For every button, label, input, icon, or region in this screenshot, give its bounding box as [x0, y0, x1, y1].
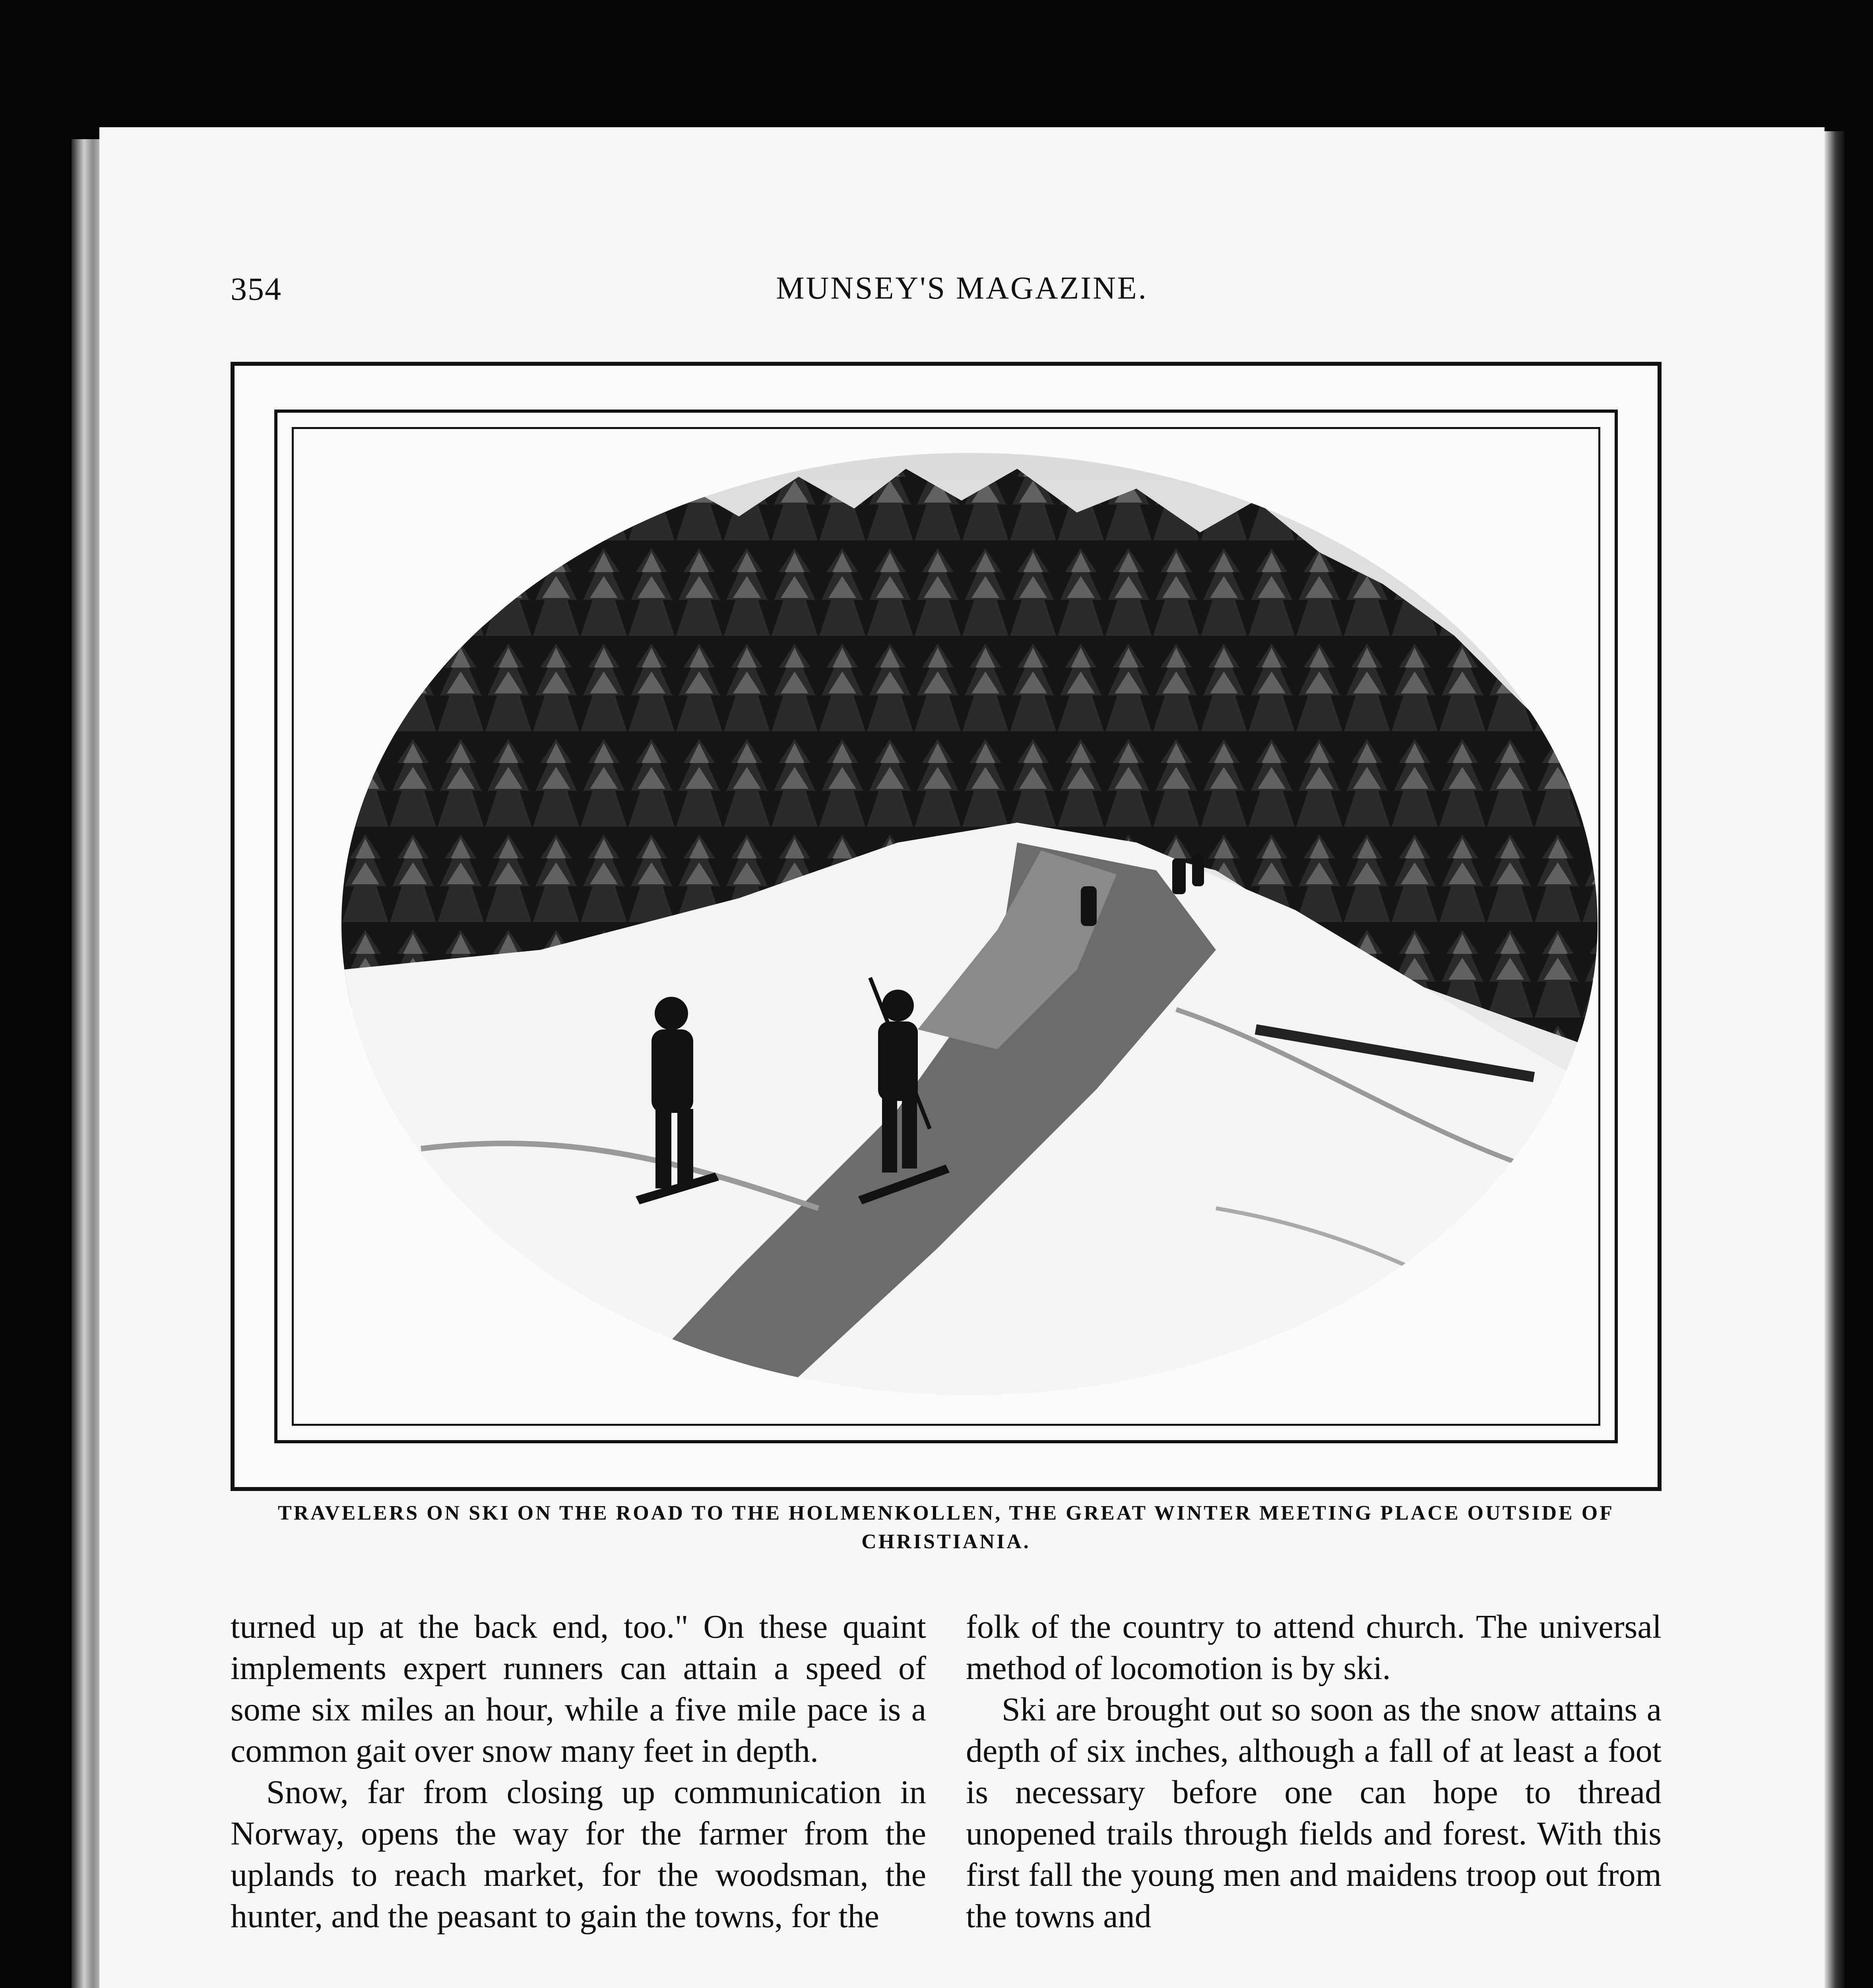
text-column-left [231, 1606, 926, 1937]
top-illustration-frame [231, 362, 1662, 1491]
top-illustration-inner-border [292, 427, 1600, 1426]
left-paragraph-1: turned up at the back end, too." On these quaint implements expert runners can attain a speed of some six miles an hour, while a five mile pace is a common gait over snow many feet in depth. [231, 1608, 926, 1769]
scan-page-edge [1825, 131, 1844, 1988]
page-number: 354 [231, 271, 282, 307]
running-head [99, 270, 1825, 310]
right-paragraph-1: folk of the country to attend church. The universal method of locomotion is by ski. [966, 1608, 1662, 1687]
right-paragraph-2: Ski are brought out so soon as the snow attains a depth of six inches, although a fall of at least a foot is necessary before one can hope to thread unopened trails through fields and forest. With this first fall the young men and maidens troop out from the towns and [966, 1691, 1662, 1935]
left-paragraph-2: Snow, far from closing up communication in Norway, opens the way for the farmer from the uplands to reach market, for the woodsman, the hunter, and the peasant to gain the towns, for the [231, 1774, 926, 1935]
ski-road-photo [341, 453, 1598, 1395]
text-column-right [966, 1606, 1662, 1937]
top-photo-caption: TRAVELERS ON SKI ON THE ROAD TO THE HOLMENKOLLEN, THE GREAT WINTER MEETING PLACE OUTSIDE OF CHRISTIANIA. [278, 1502, 1614, 1553]
magazine-page [99, 127, 1825, 1988]
top-illustration-border [274, 410, 1618, 1443]
magazine-title: MUNSEY'S MAGAZINE. [776, 271, 1148, 306]
